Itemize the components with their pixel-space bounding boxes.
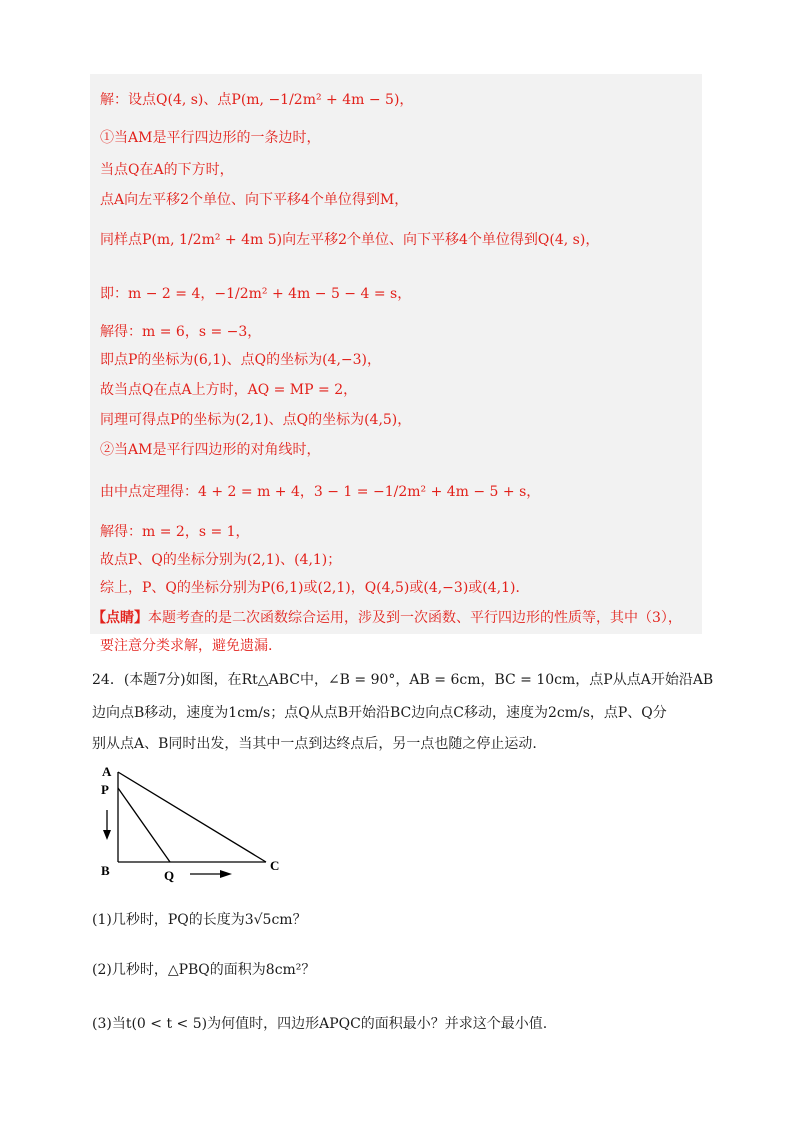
triangle-figure: [98, 762, 298, 892]
label-b: B: [101, 863, 110, 878]
solution-line-1: 解：设点Q(4, s)、点P(m, −1/2m² + 4m − 5)，: [100, 92, 414, 108]
arrow-q-head: [220, 870, 232, 878]
solution-line-12: 由中点定理得：4 + 2 = m + 4，3 − 1 = −1/2m² + 4m − 5 + s，: [100, 484, 541, 500]
label-q: Q: [164, 868, 175, 883]
tip-line-1: [92, 608, 682, 628]
label-a: A: [102, 764, 112, 779]
problem-line-1: 24．(本题7分)如图，在Rt△ABC中，∠B = 90°，AB = 6cm，BC = 10cm，点P从点A开始沿AB: [92, 672, 714, 688]
solution-line-13: 解得：m = 2，s = 1，: [100, 524, 250, 540]
tip-line-2: 要注意分类求解，避免遗漏.: [100, 638, 273, 654]
label-p: P: [101, 782, 109, 797]
question-1: (1)几秒时，PQ的长度为3√5cm？: [92, 912, 307, 928]
solution-line-15: 综上，P、Q的坐标分别为P(6,1)或(2,1)，Q(4,5)或(4,−3)或(4,1)．: [100, 580, 530, 596]
tip-text-1: 本题考查的是二次函数综合运用，涉及到一次函数、平行四边形的性质等，其中（3），: [148, 610, 682, 626]
arrow-p-head: [103, 830, 111, 840]
tip-tag: 【点睛】: [92, 610, 148, 626]
solution-line-9: 故当点Q在点A上方时，AQ = MP = 2，: [100, 382, 358, 398]
solution-line-7: 解得：m = 6，s = −3，: [100, 324, 262, 340]
solution-line-3: 当点Q在A的下方时，: [100, 162, 234, 178]
solution-line-2: ①当AM是平行四边形的一条边时，: [100, 130, 321, 146]
side-ac: [118, 772, 266, 862]
solution-line-8: 即点P的坐标为(6,1)、点Q的坐标为(4,−3)，: [100, 352, 382, 368]
question-2: (2)几秒时，△PBQ的面积为8cm²？: [92, 962, 316, 978]
solution-line-10: 同理可得点P的坐标为(2,1)、点Q的坐标为(4,5)，: [100, 412, 412, 428]
label-c: C: [270, 858, 280, 873]
solution-line-4: 点A向左平移2个单位、向下平移4个单位得到M，: [100, 192, 409, 208]
problem-line-2: 边向点B移动，速度为1cm/s；点Q从点B开始沿BC边向点C移动，速度为2cm/s，点P、Q分: [92, 705, 667, 721]
solution-line-5: 同样点P(m, 1/2m² + 4m 5)向左平移2个单位、向下平移4个单位得到Q(4, s)，: [100, 232, 600, 248]
problem-line-3: 别从点A、B同时出发，当其中一点到达终点后，另一点也随之停止运动.: [92, 736, 537, 752]
question-3: (3)当t(0 < t < 5)为何值时，四边形APQC的面积最小？并求这个最小值.: [92, 1016, 548, 1032]
solution-line-14: 故点P、Q的坐标分别为(2,1)、(4,1)；: [100, 552, 342, 568]
solution-line-11: ②当AM是平行四边形的对角线时，: [100, 442, 321, 458]
solution-line-6: 即：m − 2 = 4，−1/2m² + 4m − 5 − 4 = s，: [100, 286, 412, 302]
